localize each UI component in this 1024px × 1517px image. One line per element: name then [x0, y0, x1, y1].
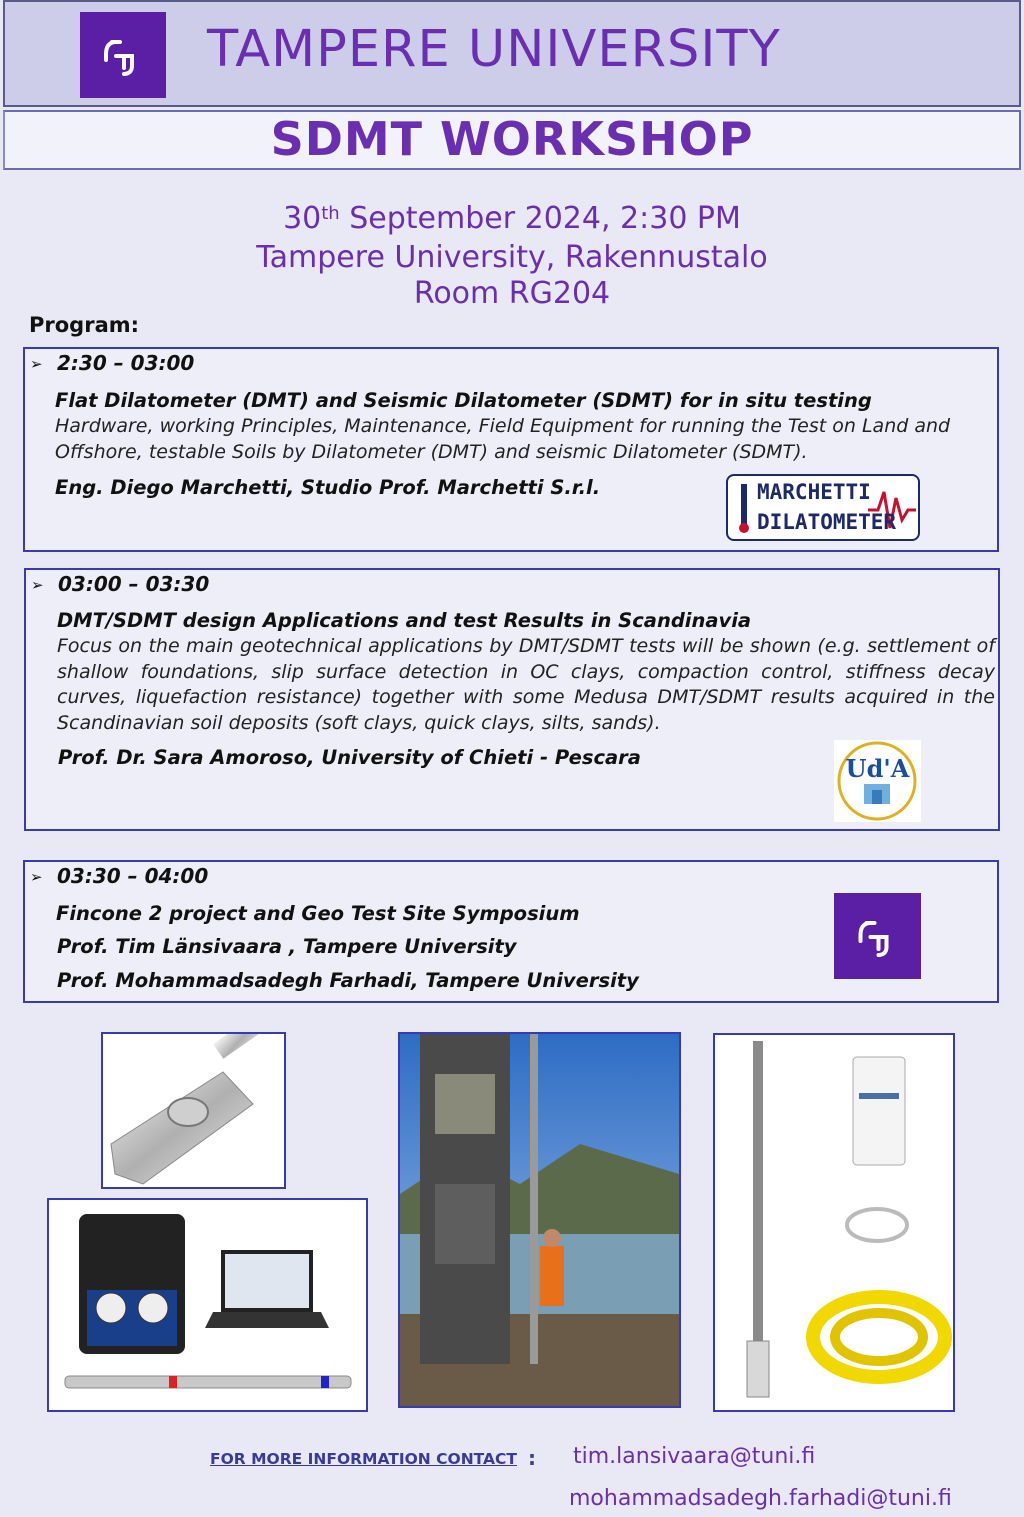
contact-email[interactable]: mohammadsadegh.farhadi@tuni.fi: [569, 1486, 952, 1511]
contact-email[interactable]: tim.lansivaara@tuni.fi: [573, 1444, 816, 1469]
session-speaker: Prof. Mohammadsadegh Farhadi, Tampere University: [57, 969, 639, 992]
arrow-bullet-icon: ➢: [31, 576, 44, 594]
session-title: DMT/SDMT design Applications and test Results in Scandinavia: [57, 609, 752, 632]
tampere-university-logo-small: [834, 893, 921, 979]
arrow-bullet-icon: ➢: [30, 868, 43, 886]
date-suffix: th: [321, 203, 340, 224]
probe-and-cable-image: [715, 1035, 953, 1410]
event-location: Tampere University, Rakennustalo: [256, 240, 768, 275]
date-day: 30: [283, 201, 322, 236]
event-room: Room RG204: [413, 276, 611, 311]
blade-image: [103, 1034, 284, 1187]
session-speaker: Eng. Diego Marchetti, Studio Prof. Marchetti S.r.l.: [55, 476, 601, 499]
rig-scene-image: [400, 1034, 679, 1406]
tampere-university-logo: [80, 12, 166, 98]
session-speaker: Prof. Tim Länsivaara , Tampere University: [57, 935, 517, 958]
tuni-logo-icon: [80, 12, 166, 98]
uda-logo-text: Ud'A: [845, 754, 910, 783]
date-rest: September 2024, 2:30 PM: [339, 201, 741, 236]
contact-label: FOR MORE INFORMATION CONTACT: [210, 1450, 517, 1468]
probe-icon: [734, 482, 754, 536]
event-date: [0, 201, 1024, 236]
marchetti-logo-line2: DILATOMETER: [757, 510, 897, 534]
dmt-equipment-kit-photo: [47, 1198, 368, 1412]
session-speaker: Prof. Dr. Sara Amoroso, University of Chieti - Pescara: [58, 746, 641, 769]
workshop-title: SDMT WORKSHOP: [270, 112, 754, 166]
session-description: Hardware, working Principles, Maintenance, Field Equipment for running the Test on Land and Offshore, testable Soils by Dilatometer (DMT) and seismic Dilatometer (SDMT).: [55, 415, 951, 463]
session-description: Focus on the main geotechnical applications by DMT/SDMT tests will be shown (e.g. settlement of shallow foundations, slip surface detection in OC clays, compaction control, stiffness decay curves, liquefaction resistance) together with some Medusa DMT/SDMT results acquired in the Scandinavian soil deposits (soft clays, quick clays, silts, sands).: [57, 635, 995, 734]
university-chieti-pescara-logo: [834, 740, 921, 822]
tuni-logo-icon: [834, 893, 921, 979]
marchetti-logo-line1: MARCHETTI: [757, 480, 871, 504]
drilling-rig-photo: [398, 1032, 681, 1408]
medusa-dmt-probe-photo: [713, 1033, 955, 1412]
equipment-kit-image: [49, 1200, 366, 1410]
session-title: Fincone 2 project and Geo Test Site Symposium: [56, 902, 580, 925]
session-title: Flat Dilatometer (DMT) and Seismic Dilatometer (SDMT) for in situ testing: [55, 389, 872, 412]
arrow-bullet-icon: ➢: [30, 355, 43, 373]
session-time: 03:30 – 04:00: [57, 864, 209, 888]
contact-colon: :: [528, 1446, 536, 1470]
program-label: Program:: [29, 313, 140, 337]
session-time: 2:30 – 03:00: [57, 351, 195, 375]
university-title: TAMPERE UNIVERSITY: [207, 20, 781, 79]
dilatometer-blade-photo: [101, 1032, 286, 1189]
session-time: 03:00 – 03:30: [58, 572, 210, 596]
